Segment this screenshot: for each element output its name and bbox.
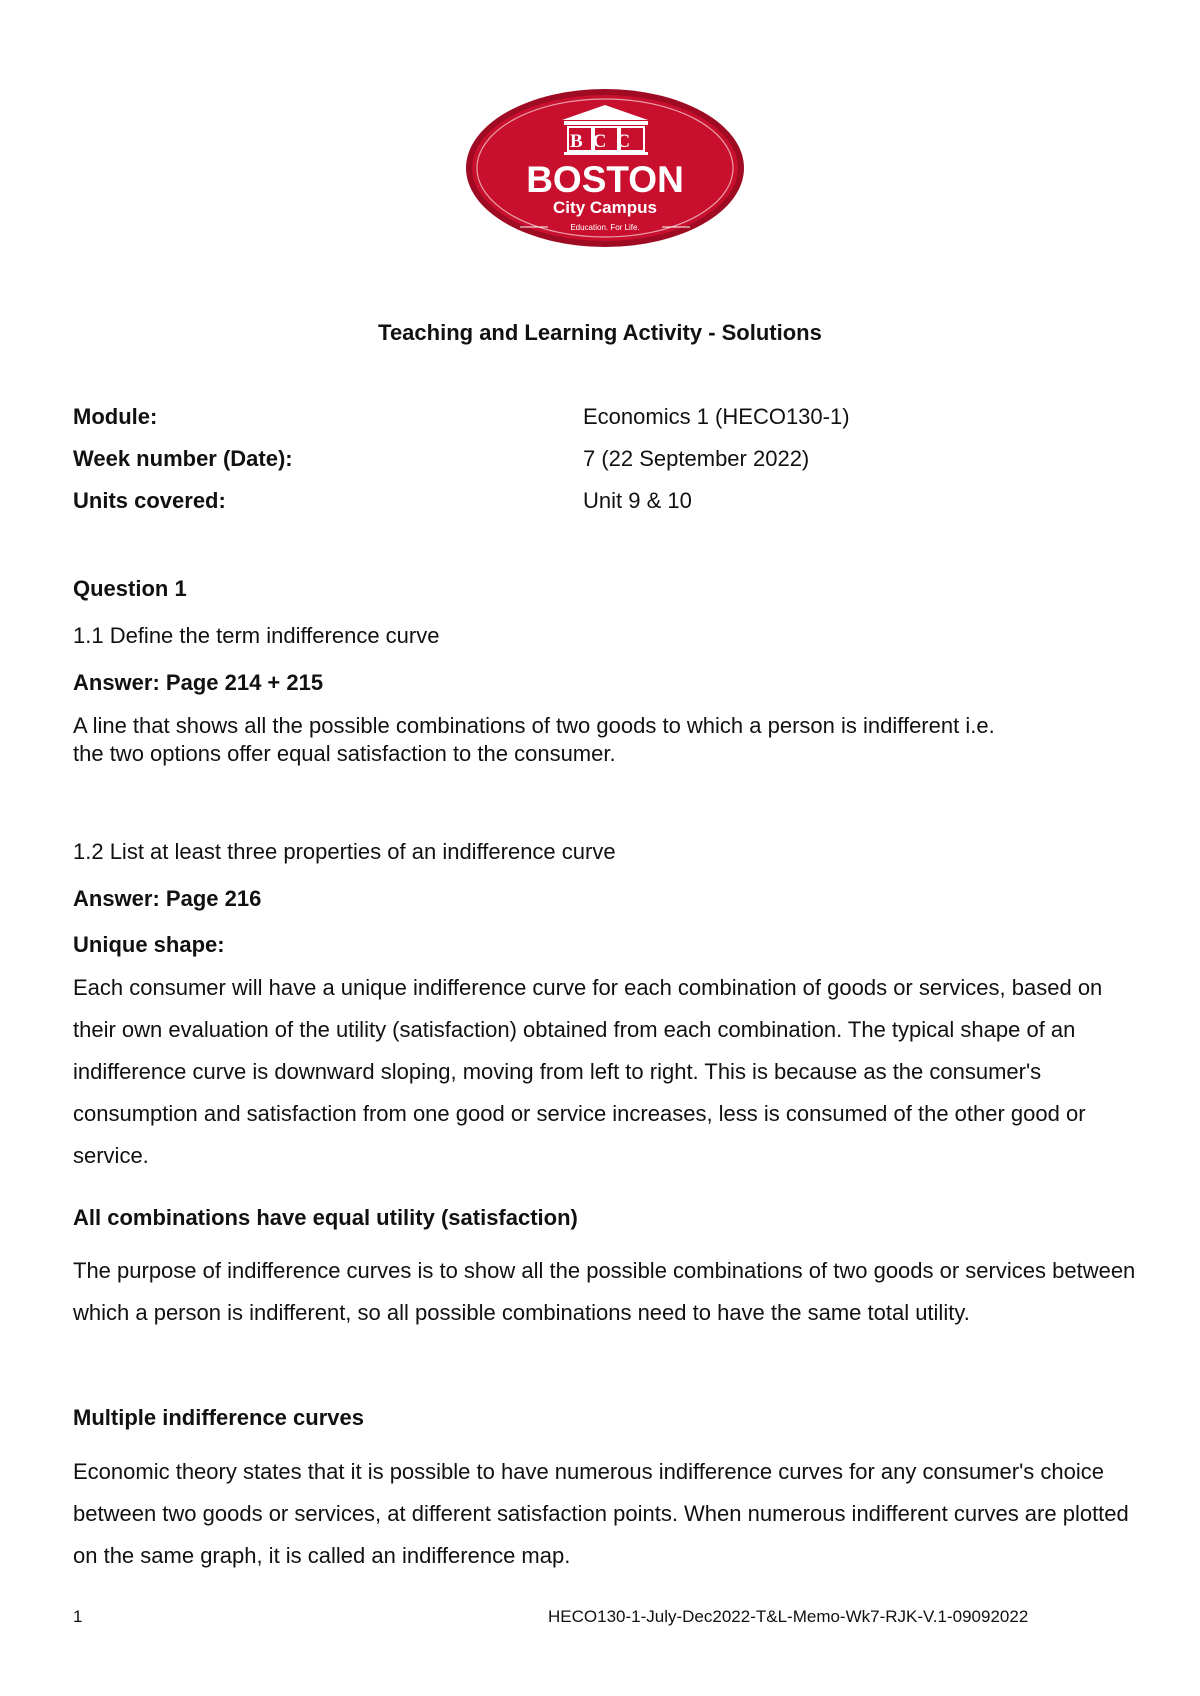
logo-monogram: BCC [569, 131, 641, 152]
property-heading-unique-shape: Unique shape: [73, 932, 225, 957]
property-text-multiple-curves: Economic theory states that it is possible to have numerous indifference curves for any consumer's choice between two goods or services, at different satisfaction points. When numerous indifferent curves are plotted on the same graph, it is called an indifference map. [73, 1459, 1129, 1568]
meta-units-label: Units covered: [73, 488, 226, 513]
meta-week-value: 7 (22 September 2022) [583, 446, 810, 471]
property-heading-multiple-curves: Multiple indifference curves [73, 1405, 364, 1430]
question-1-1: 1.1 Define the term indifference curve [73, 623, 440, 648]
meta-units-value: Unit 9 & 10 [583, 488, 692, 513]
logo-sub: City Campus [553, 198, 657, 217]
property-heading-equal-utility: All combinations have equal utility (satisfaction) [73, 1205, 578, 1230]
answer-1-1-reference: Answer: Page 214 + 215 [73, 670, 324, 695]
question-heading: Question 1 [73, 576, 187, 601]
property-text-equal-utility: The purpose of indifference curves is to show all the possible combinations of two goods or services between which a person is indifferent, so all possible combinations need to have the same total utility. [73, 1258, 1136, 1325]
logo-tagline: Education. For Life. [570, 223, 640, 232]
document-title: Teaching and Learning Activity - Solutions [378, 320, 822, 345]
answer-1-1-line-2: the two options offer equal satisfaction to the consumer. [73, 741, 616, 766]
question-1-2: 1.2 List at least three properties of an indifference curve [73, 839, 616, 864]
answer-1-1-text [73, 712, 1143, 768]
answer-1-1-line-1: A line that shows all the possible combinations of two goods to which a person is indifferent i.e. [73, 713, 995, 738]
boston-city-campus-logo [464, 87, 746, 249]
footer-document-code: HECO130-1-July-Dec2022-T&L-Memo-Wk7-RJK-V.1-09092022 [548, 1607, 1029, 1626]
meta-week-label: Week number (Date): [73, 446, 293, 471]
meta-module-value: Economics 1 (HECO130-1) [583, 404, 850, 429]
answer-1-2-reference: Answer: Page 216 [73, 886, 262, 911]
footer-page-number: 1 [73, 1607, 83, 1626]
property-text-unique-shape: Each consumer will have a unique indifference curve for each combination of goods or services, based on their own evaluation of the utility (satisfaction) obtained from each combination. The typical shape of an indifference curve is downward sloping, moving from left to right. This is because as the consumer's consumption and satisfaction from one good or service increases, less is consumed of the other good or service. [73, 975, 1103, 1168]
logo-name: BOSTON [526, 159, 684, 200]
meta-module-label: Module: [73, 404, 158, 429]
